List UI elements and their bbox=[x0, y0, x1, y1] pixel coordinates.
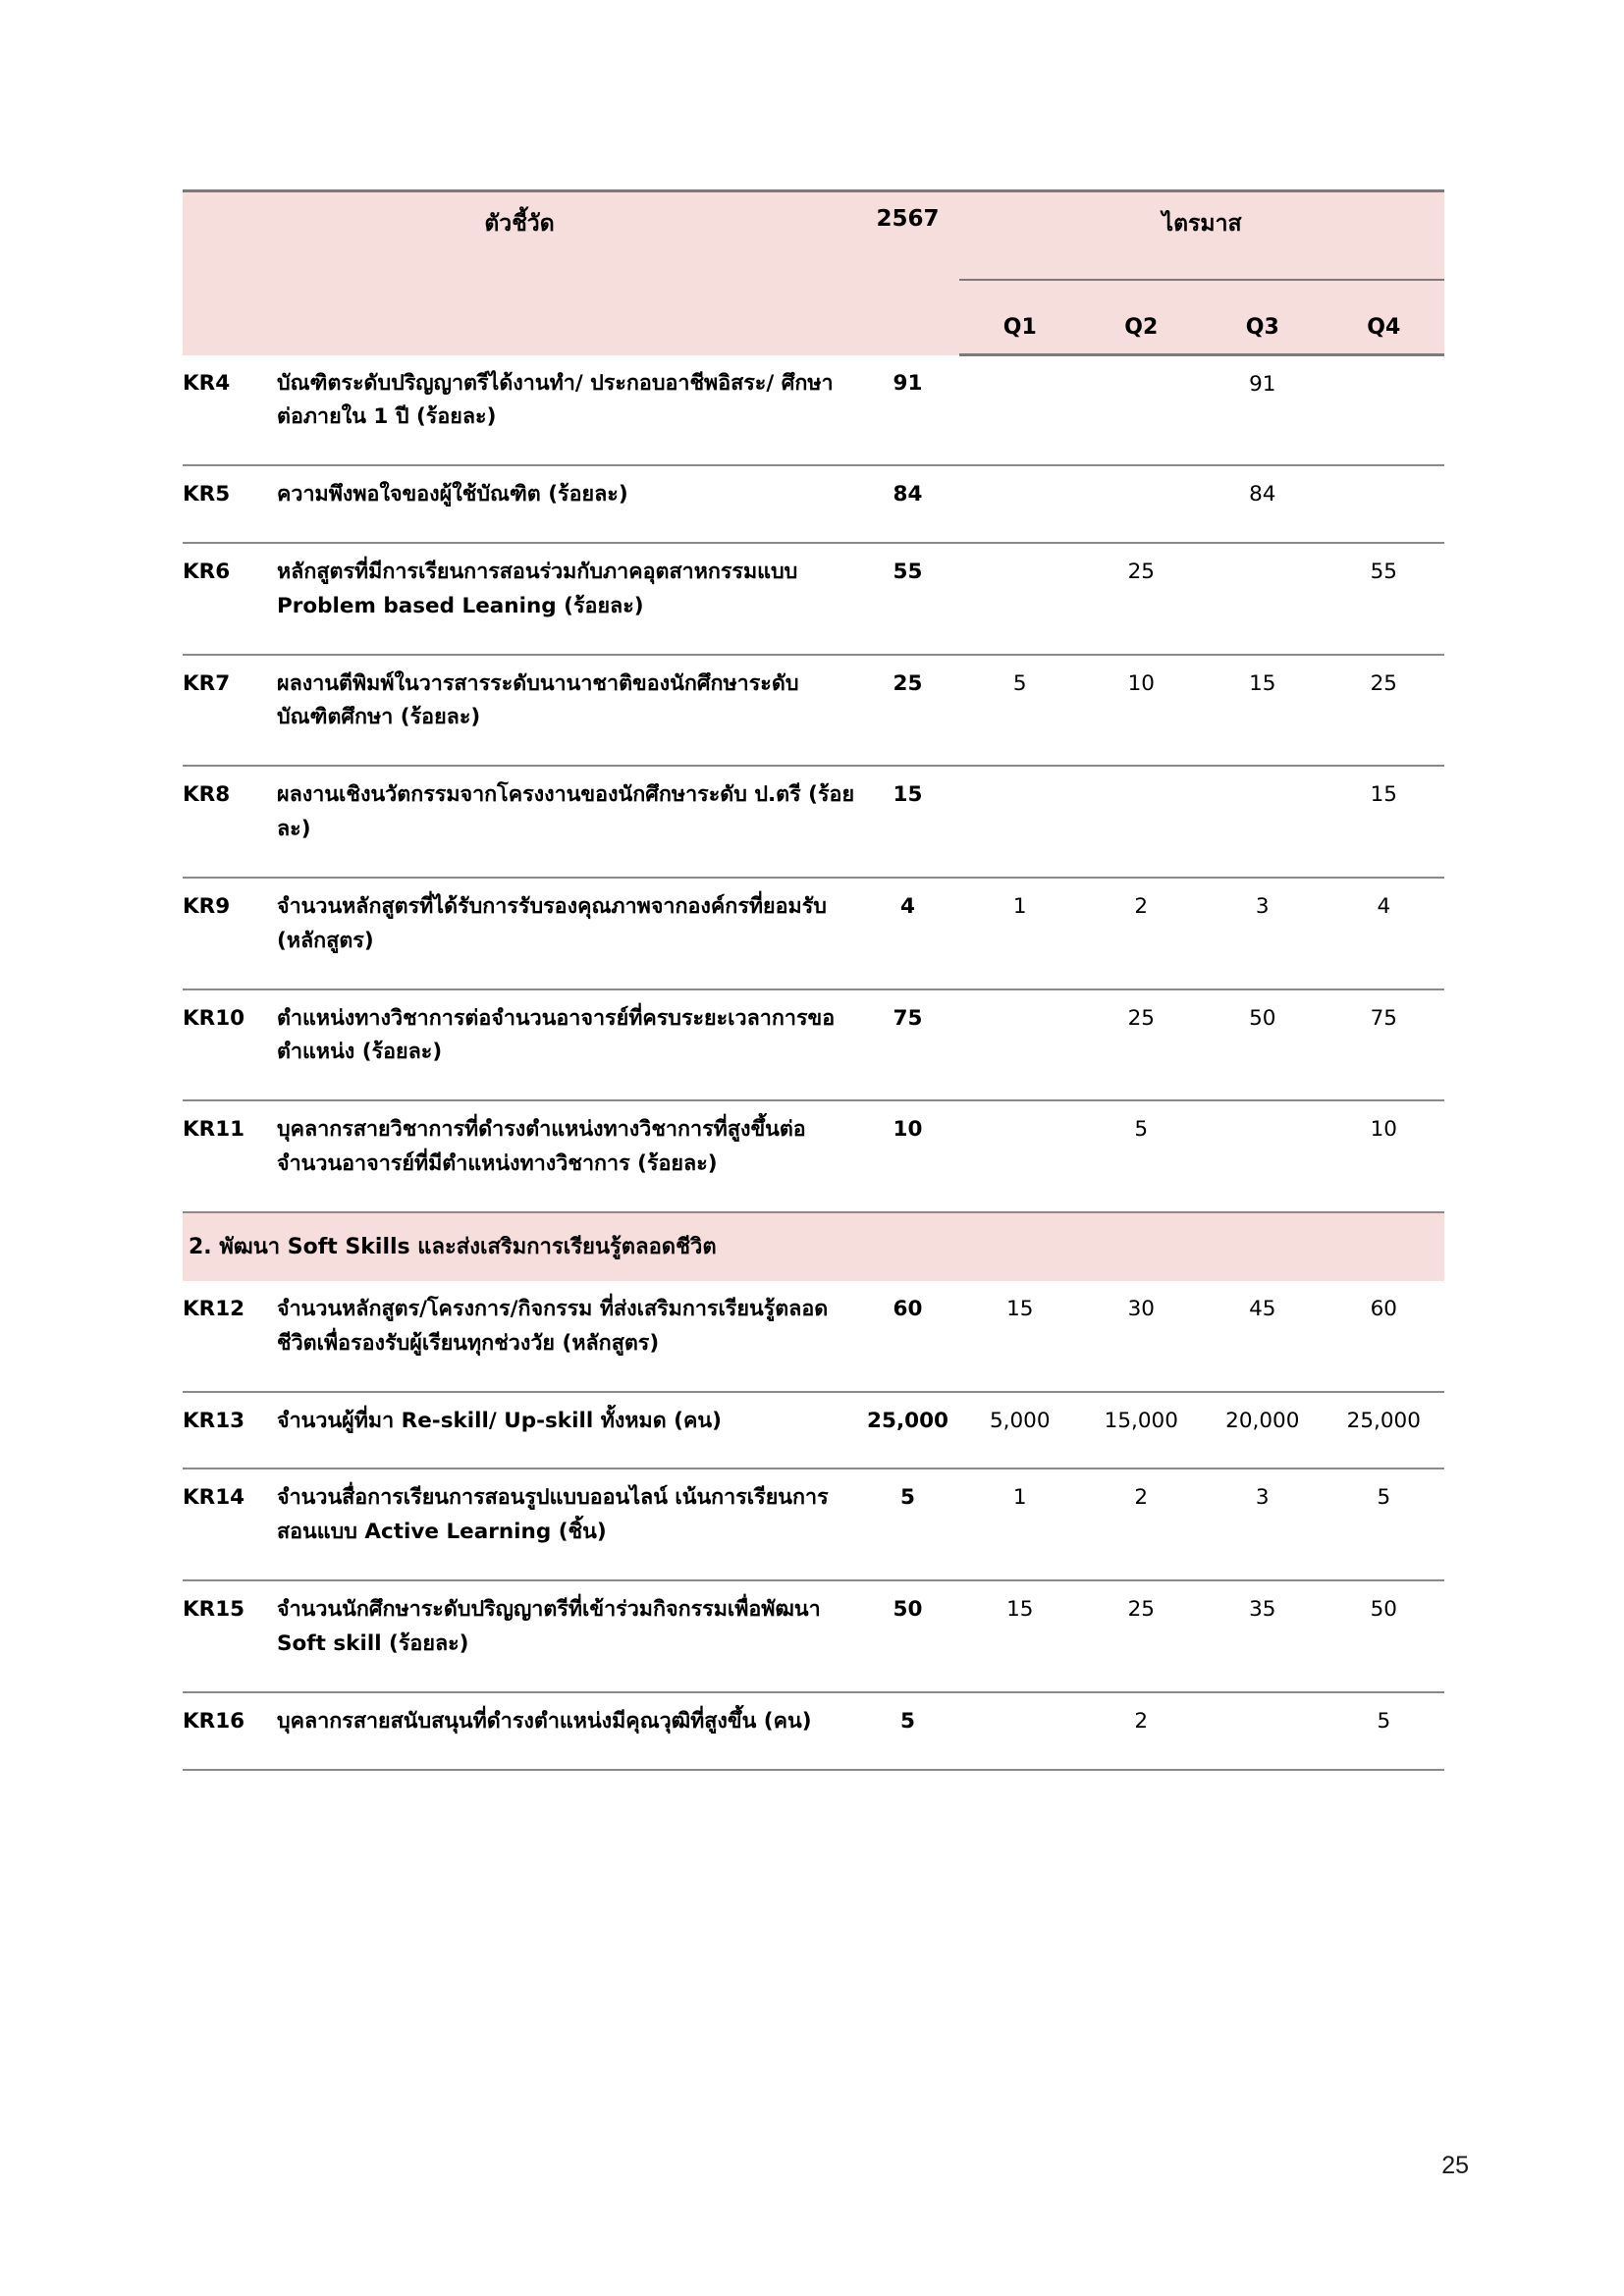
kr-q4-value: 15 bbox=[1324, 766, 1445, 878]
table-row bbox=[183, 1392, 1444, 1469]
kr-q4-value: 5 bbox=[1324, 1692, 1445, 1770]
table-row bbox=[183, 465, 1444, 543]
kr-q2-value: 2 bbox=[1081, 1692, 1203, 1770]
table-section-header-row bbox=[183, 1212, 1444, 1281]
kr-code: KR8 bbox=[183, 766, 277, 878]
kr-description: หลักสูตรที่มีการเรียนการสอนร่วมกับภาคอุตสาหกรรมแบบ Problem based Leaning (ร้อยละ) bbox=[277, 543, 856, 655]
kr-code: KR9 bbox=[183, 878, 277, 989]
kr-target-year: 15 bbox=[856, 766, 959, 878]
kr-target-year: 55 bbox=[856, 543, 959, 655]
kr-q4-value: 55 bbox=[1324, 543, 1445, 655]
table-header bbox=[183, 191, 1444, 355]
kr-description: จำนวนหลักสูตร/โครงการ/กิจกรรม ที่ส่งเสริมการเรียนรู้ตลอดชีวิตเพื่อรองรับผู้เรียนทุกช่วงวัย (หลักสูตร) bbox=[277, 1281, 856, 1392]
section-title: 2. พัฒนา Soft Skills และส่งเสริมการเรียนรู้ตลอดชีวิต bbox=[183, 1212, 1444, 1281]
table-row bbox=[183, 878, 1444, 989]
kr-q1-value bbox=[959, 1692, 1081, 1770]
kr-q4-value: 5 bbox=[1324, 1468, 1445, 1580]
kr-target-year: 75 bbox=[856, 989, 959, 1101]
kr-q3-value: 3 bbox=[1202, 1468, 1324, 1580]
kr-q3-value: 91 bbox=[1202, 355, 1324, 466]
kr-code: KR7 bbox=[183, 655, 277, 767]
kr-q3-value: 15 bbox=[1202, 655, 1324, 767]
kr-q1-value: 5,000 bbox=[959, 1392, 1081, 1469]
kr-description: ผลงานตีพิมพ์ในวารสารระดับนานาชาติของนักศึกษาระดับบัณฑิตศึกษา (ร้อยละ) bbox=[277, 655, 856, 767]
kr-code: KR16 bbox=[183, 1692, 277, 1770]
kr-q2-value: 5 bbox=[1081, 1100, 1203, 1212]
kr-q3-value: 3 bbox=[1202, 878, 1324, 989]
kr-q2-value: 2 bbox=[1081, 878, 1203, 989]
kr-description: ตำแหน่งทางวิชาการต่อจำนวนอาจารย์ที่ครบระยะเวลาการขอตำแหน่ง (ร้อยละ) bbox=[277, 989, 856, 1101]
kr-q1-value bbox=[959, 989, 1081, 1101]
kr-q4-value: 10 bbox=[1324, 1100, 1445, 1212]
kr-target-year: 25 bbox=[856, 655, 959, 767]
kr-q1-value: 5 bbox=[959, 655, 1081, 767]
column-header-q1: Q1 bbox=[959, 280, 1081, 355]
kr-q1-value: 1 bbox=[959, 1468, 1081, 1580]
kr-code: KR13 bbox=[183, 1392, 277, 1469]
kr-q1-value: 15 bbox=[959, 1281, 1081, 1392]
column-header-quarter-group: ไตรมาส bbox=[959, 191, 1444, 281]
kr-q2-value: 25 bbox=[1081, 1580, 1203, 1692]
kr-q2-value: 30 bbox=[1081, 1281, 1203, 1392]
kr-description: บุคลากรสายวิชาการที่ดำรงตำแหน่งทางวิชาการที่สูงขึ้นต่อจำนวนอาจารย์ที่มีตำแหน่งทางวิชาการ (ร้อยละ) bbox=[277, 1100, 856, 1212]
kr-code: KR4 bbox=[183, 355, 277, 466]
kr-q1-value: 15 bbox=[959, 1580, 1081, 1692]
table-row bbox=[183, 1692, 1444, 1770]
kr-q1-value bbox=[959, 766, 1081, 878]
table-row bbox=[183, 1468, 1444, 1580]
page-number: 25 bbox=[1441, 2152, 1469, 2179]
kr-target-year: 84 bbox=[856, 465, 959, 543]
kr-code: KR10 bbox=[183, 989, 277, 1101]
kr-q2-value: 2 bbox=[1081, 1468, 1203, 1580]
kr-q4-value: 75 bbox=[1324, 989, 1445, 1101]
kr-q3-value bbox=[1202, 766, 1324, 878]
kr-description: ผลงานเชิงนวัตกรรมจากโครงงานของนักศึกษาระดับ ป.ตรี (ร้อยละ) bbox=[277, 766, 856, 878]
kr-q1-value bbox=[959, 465, 1081, 543]
table-row bbox=[183, 766, 1444, 878]
table-row bbox=[183, 1100, 1444, 1212]
kr-target-year: 50 bbox=[856, 1580, 959, 1692]
table-row bbox=[183, 989, 1444, 1101]
kr-q1-value bbox=[959, 355, 1081, 466]
kr-indicator-table-wrapper bbox=[183, 189, 1444, 1771]
kr-description: จำนวนนักศึกษาระดับปริญญาตรีที่เข้าร่วมกิจกรรมเพื่อพัฒนา Soft skill (ร้อยละ) bbox=[277, 1580, 856, 1692]
kr-target-year: 10 bbox=[856, 1100, 959, 1212]
kr-target-year: 91 bbox=[856, 355, 959, 466]
kr-q3-value: 35 bbox=[1202, 1580, 1324, 1692]
kr-description: จำนวนผู้ที่มา Re-skill/ Up-skill ทั้งหมด (คน) bbox=[277, 1392, 856, 1469]
kr-q2-value bbox=[1081, 766, 1203, 878]
kr-q3-value: 84 bbox=[1202, 465, 1324, 543]
kr-q4-value: 25,000 bbox=[1324, 1392, 1445, 1469]
kr-q2-value: 25 bbox=[1081, 543, 1203, 655]
column-header-q4: Q4 bbox=[1324, 280, 1445, 355]
table-row bbox=[183, 655, 1444, 767]
kr-q2-value: 15,000 bbox=[1081, 1392, 1203, 1469]
kr-target-year: 5 bbox=[856, 1692, 959, 1770]
kr-q4-value bbox=[1324, 465, 1445, 543]
kr-indicator-table bbox=[183, 189, 1444, 1771]
kr-q4-value: 4 bbox=[1324, 878, 1445, 989]
kr-q2-value: 10 bbox=[1081, 655, 1203, 767]
column-header-q2: Q2 bbox=[1081, 280, 1203, 355]
header-row-top bbox=[183, 191, 1444, 281]
kr-q2-value bbox=[1081, 465, 1203, 543]
kr-q4-value bbox=[1324, 355, 1445, 466]
kr-q2-value: 25 bbox=[1081, 989, 1203, 1101]
kr-description: บัณฑิตระดับปริญญาตรีได้งานทำ/ ประกอบอาชีพอิสระ/ ศึกษาต่อภายใน 1 ปี (ร้อยละ) bbox=[277, 355, 856, 466]
kr-q3-value bbox=[1202, 1692, 1324, 1770]
column-header-q3: Q3 bbox=[1202, 280, 1324, 355]
kr-description: ความพึงพอใจของผู้ใช้บัณฑิต (ร้อยละ) bbox=[277, 465, 856, 543]
kr-q1-value bbox=[959, 543, 1081, 655]
table-body bbox=[183, 355, 1444, 1770]
kr-q4-value: 60 bbox=[1324, 1281, 1445, 1392]
kr-code: KR15 bbox=[183, 1580, 277, 1692]
kr-q2-value bbox=[1081, 355, 1203, 466]
kr-code: KR12 bbox=[183, 1281, 277, 1392]
kr-description: จำนวนสื่อการเรียนการสอนรูปแบบออนไลน์ เน้นการเรียนการสอนแบบ Active Learning (ชิ้น) bbox=[277, 1468, 856, 1580]
kr-target-year: 60 bbox=[856, 1281, 959, 1392]
kr-q3-value bbox=[1202, 1100, 1324, 1212]
table-row bbox=[183, 1281, 1444, 1392]
kr-q3-value: 50 bbox=[1202, 989, 1324, 1101]
kr-code: KR5 bbox=[183, 465, 277, 543]
table-row bbox=[183, 355, 1444, 466]
table-row bbox=[183, 1580, 1444, 1692]
kr-description: จำนวนหลักสูตรที่ได้รับการรับรองคุณภาพจากองค์กรที่ยอมรับ (หลักสูตร) bbox=[277, 878, 856, 989]
kr-q3-value: 45 bbox=[1202, 1281, 1324, 1392]
kr-q4-value: 25 bbox=[1324, 655, 1445, 767]
kr-q3-value bbox=[1202, 543, 1324, 655]
column-header-indicator: ตัวชี้วัด bbox=[183, 191, 856, 355]
kr-description: บุคลากรสายสนับสนุนที่ดำรงตำแหน่งมีคุณวุฒิที่สูงขึ้น (คน) bbox=[277, 1692, 856, 1770]
kr-q1-value bbox=[959, 1100, 1081, 1212]
kr-q3-value: 20,000 bbox=[1202, 1392, 1324, 1469]
kr-q1-value: 1 bbox=[959, 878, 1081, 989]
kr-code: KR6 bbox=[183, 543, 277, 655]
column-header-year: 2567 bbox=[856, 191, 959, 355]
kr-target-year: 5 bbox=[856, 1468, 959, 1580]
kr-target-year: 4 bbox=[856, 878, 959, 989]
kr-code: KR14 bbox=[183, 1468, 277, 1580]
kr-target-year: 25,000 bbox=[856, 1392, 959, 1469]
kr-code: KR11 bbox=[183, 1100, 277, 1212]
table-row bbox=[183, 543, 1444, 655]
kr-q4-value: 50 bbox=[1324, 1580, 1445, 1692]
